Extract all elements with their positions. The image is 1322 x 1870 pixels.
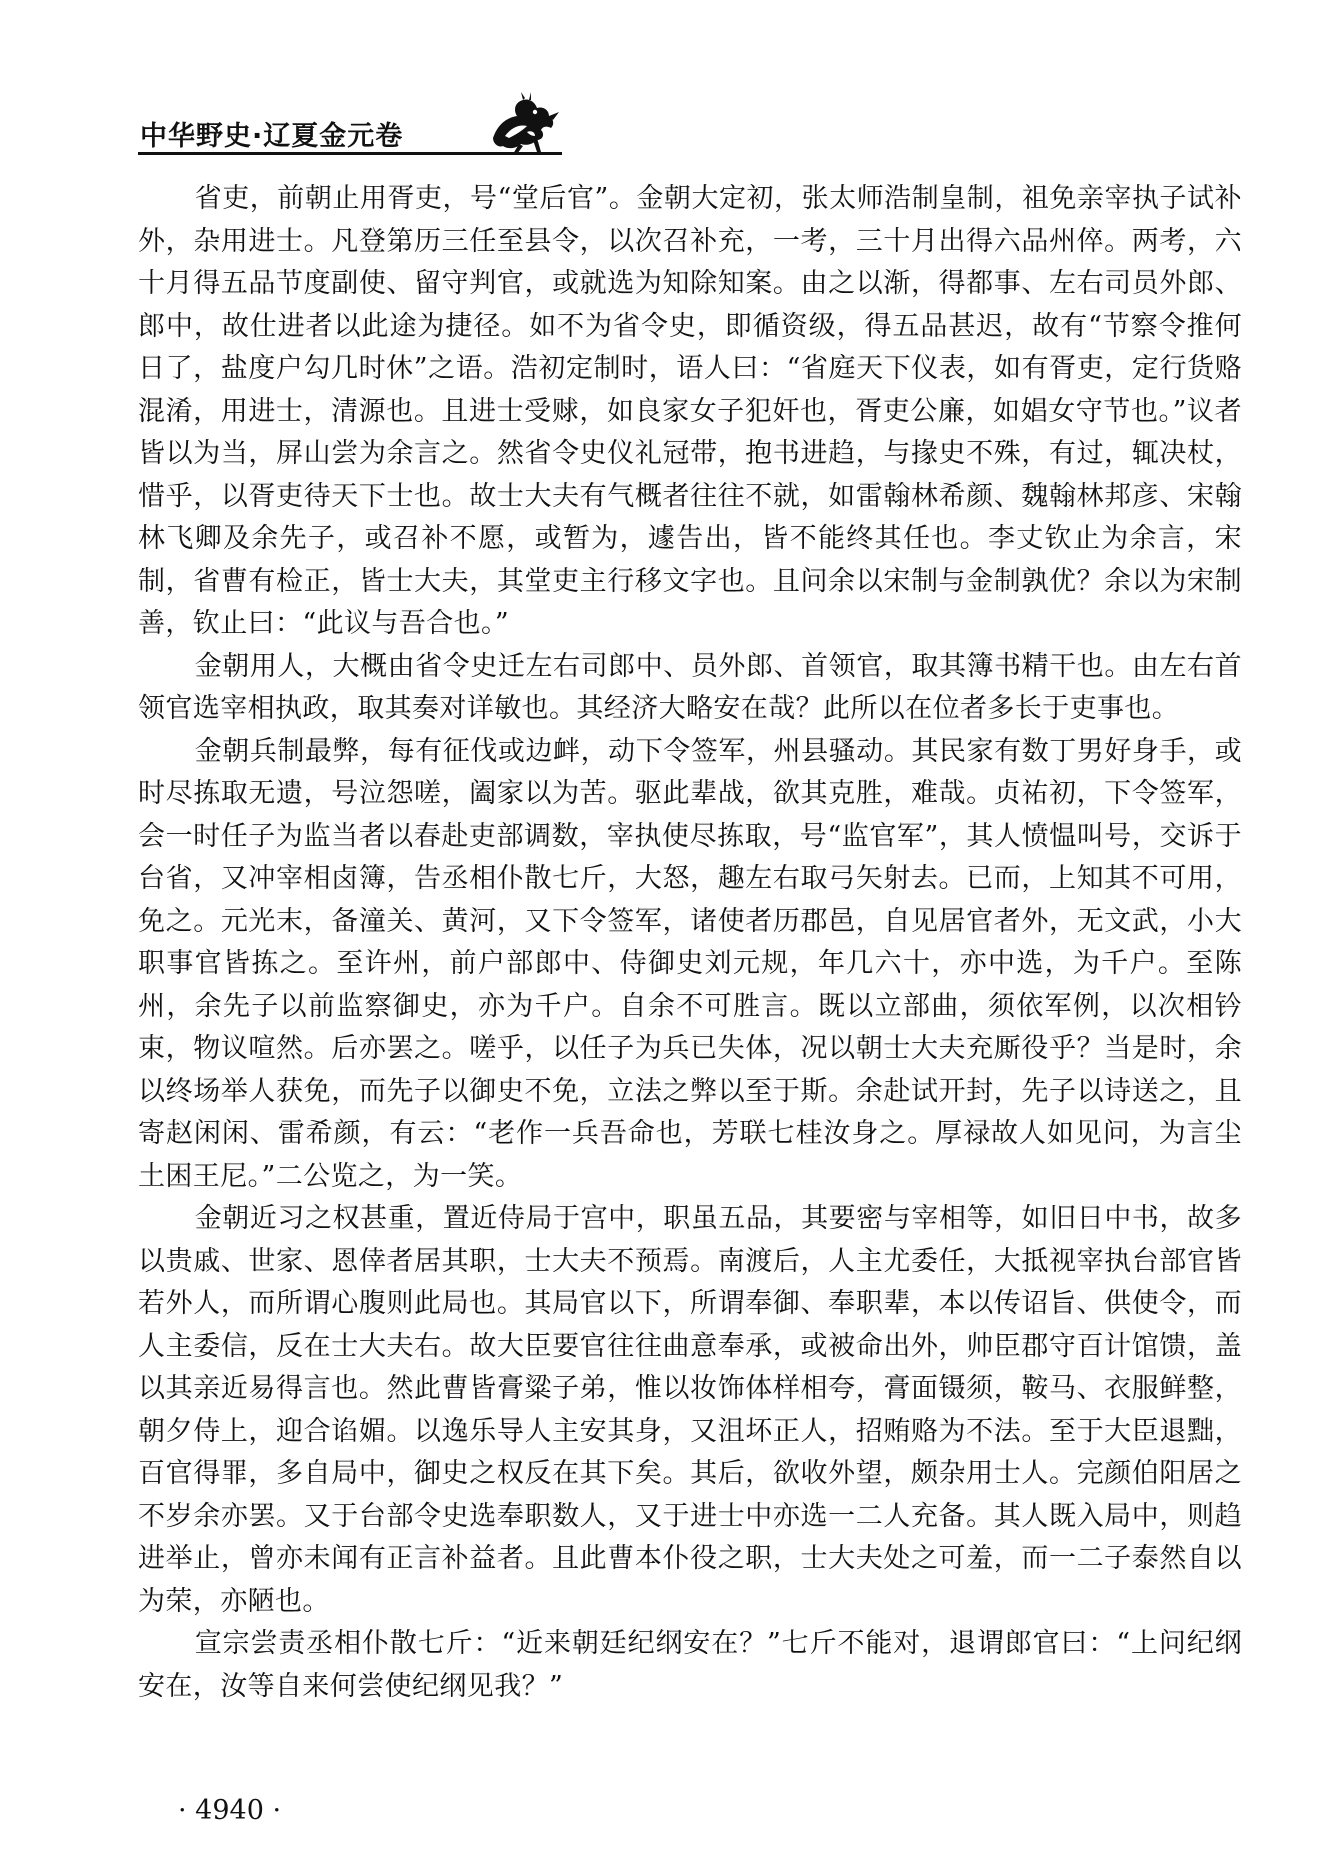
paragraph: 金朝兵制最弊，每有征伐或边衅，动下令签军，州县骚动。其民家有数丁男好身手，或时尽拣取无遗，号泣怨嗟，阖家以为苦。驱此辈战，欲其克胜，难哉。贞祐初，下令签军，会一时任子为监当者以春赴吏部调数，宰执使尽拣取，号“监官军”，其人愤愠叫号，交诉于台省，又冲宰相卤簿，告丞相仆散七斤，大怒，趣左右取弓矢射去。已而，上知其不可用，免之。元光末，备潼关、黄河，又下令签军，诸使者历郡邑，自见居官者外，无文武，小大职事官皆拣之。至许州，前户部郎中、侍御史刘元规，年几六十，亦中选，为千户。至陈州，余先子以前监察御史，亦为千户。自余不可胜言。既以立部曲，须依军例，以次相钤束，物议喧然。后亦罢之。嗟乎，以任子为兵已失体，况以朝士大夫充厮役乎？当是时，余以终场举人获免，而先子以御史不免，立法之弊以至于斯。余赴试开封，先子以诗送之，且寄赵闲闲、雷希颜，有云：“老作一兵吾命也，芳联七桂汝身之。厚禄故人如见问，为言尘土困王尼。”二公览之，为一笑。 [138, 735, 1242, 1192]
paragraph: 省吏，前朝止用胥吏，号“堂后官”。金朝大定初，张太师浩制皇制，祖免亲宰执子试补外，杂用进士。凡登第历三任至县令，以次召补充，一考，三十月出得六品州倅。两考，六十月得五品节度副使、留守判官，或就选为知除知案。由之以渐，得都事、左右司员外郎、郎中，故仕进者以此途为捷径。如不为省令史，即循资级，得五品甚迟，故有“节察令推何日了，盐度户勾几时休”之语。浩初定制时，语人曰：“省庭天下仪表，如有胥吏，定行货赂混淆，用进士，清源也。且进士受赇，如良家女子犯奸也，胥吏公廉，如娼女守节也。”议者皆以为当，屏山尝为余言之。然省令史仪礼冠带，抱书进趋，与掾史不殊，有过，辄决杖，惜乎，以胥吏待天下士也。故士大夫有气概者往往不就，如雷翰林希颜、魏翰林邦彦、宋翰林飞卿及余先子，或召补不愿，或暂为，遽告出，皆不能终其任也。李丈钦止为余言，宋制，省曹有检正，皆士大夫，其堂吏主行移文字也。且问余以宋制与金制孰优？余以为宋制善，钦止曰：“此议与吾合也。” [138, 183, 1242, 639]
page-number: · 4940 · [178, 1795, 282, 1826]
dragon-icon [483, 92, 559, 154]
book-title: 中华野史·辽夏金元卷 [140, 121, 404, 152]
paragraph: 宣宗尝责丞相仆散七斤：“近来朝廷纪纲安在？”七斤不能对，退谓郎官曰：“上问纪纲安在，汝等自来何尝使纪纲见我？” [138, 1628, 1242, 1702]
running-header [138, 88, 1238, 158]
header-rule [138, 152, 562, 155]
body-text [138, 178, 1242, 1708]
paragraph: 金朝用人，大概由省令史迁左右司郎中、员外郎、首领官，取其簿书精干也。由左右首领官选宰相执政，取其奏对详敏也。其经济大略安在哉？此所以在位者多长于吏事也。 [138, 650, 1242, 724]
paragraph: 金朝近习之权甚重，置近侍局于宫中，职虽五品，其要密与宰相等，如旧日中书，故多以贵戚、世家、恩倖者居其职，士大夫不预焉。南渡后，人主尤委任，大抵视宰执台部官皆若外人，而所谓心腹则此局也。其局官以下，所谓奉御、奉职辈，本以传诏旨、供使令，而人主委信，反在士大夫右。故大臣要官往往曲意奉承，或被命出外，帅臣郡守百计馆馈，盖以其亲近易得言也。然此曹皆膏粱子弟，惟以妆饰体样相夸，膏面镊须，鞍马、衣服鲜整，朝夕侍上，迎合谄媚。以逸乐导人主安其身，又沮坏正人，招贿赂为不法。至于大臣退黜，百官得罪，多自局中，御史之权反在其下矣。其后，欲收外望，颇杂用士人。完颜伯阳居之不岁余亦罢。又于台部令史选奉职数人，又于进士中亦选一二人充备。其人既入局中，则趋进举止，曾亦未闻有正言补益者。且此曹本仆役之职，士大夫处之可羞，而一二子泰然自以为荣，亦陋也。 [138, 1203, 1242, 1617]
